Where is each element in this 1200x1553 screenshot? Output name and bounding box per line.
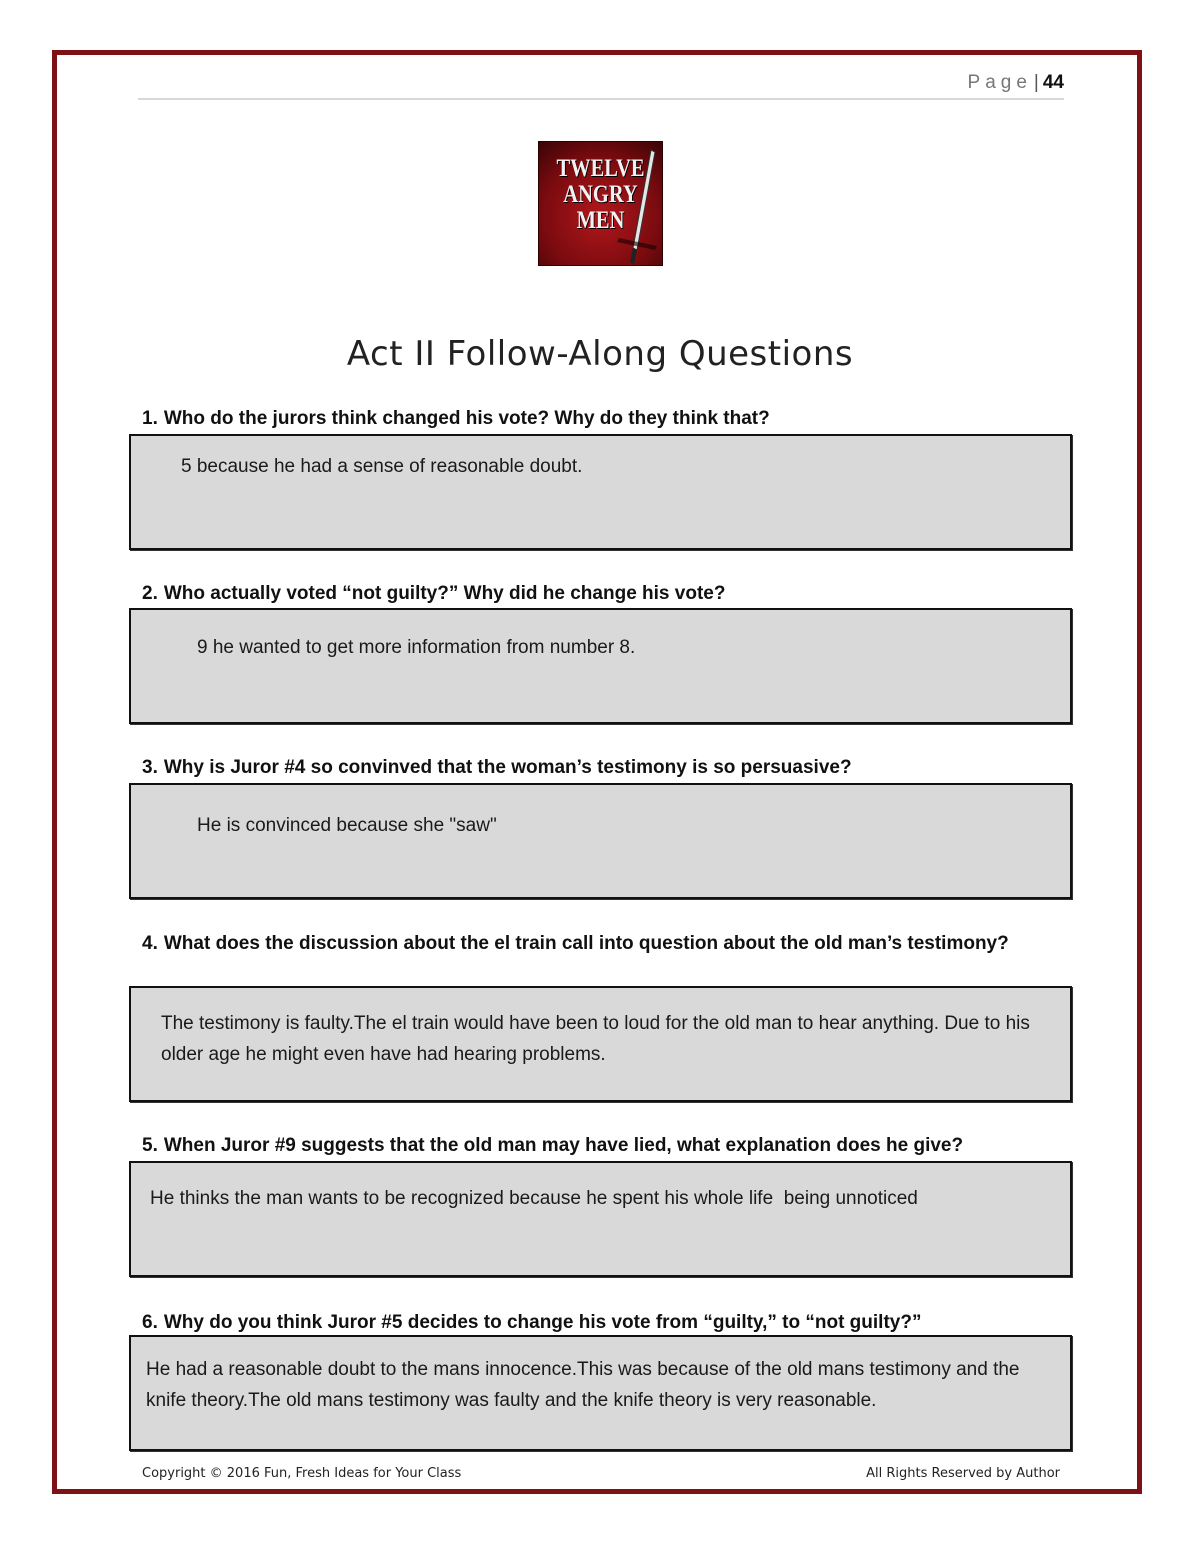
answer-box-2[interactable]: [129, 608, 1072, 724]
answer-box-6[interactable]: [129, 1335, 1072, 1451]
question-number: 4.: [142, 933, 158, 954]
question-5: [142, 1132, 1042, 1159]
logo-line-1: TWELVE: [556, 155, 645, 182]
question-text: Who do the jurors think changed his vote? Why do they think that?: [163, 408, 770, 429]
question-text: Why do you think Juror #5 decides to change his vote from “guilty,” to “not guilty?”: [163, 1312, 922, 1333]
question-number: 6.: [142, 1312, 158, 1333]
twelve-angry-men-logo: [538, 141, 663, 266]
header-divider: [138, 98, 1064, 100]
answer-text-4: The testimony is faulty.The el train would have been to loud for the old man to hear anything. Due to his older age he might even have had hearing problems.: [161, 1013, 1036, 1065]
question-6: [142, 1309, 1042, 1336]
page-number: 44: [1042, 72, 1064, 93]
question-1: [142, 405, 1042, 432]
answer-text-2: 9 he wanted to get more information from number 8.: [197, 637, 636, 658]
question-text: Why is Juror #4 so convinved that the woman’s testimony is so persuasive?: [163, 757, 852, 778]
footer-copyright: Copyright © 2016 Fun, Fresh Ideas for Your Class: [142, 1466, 462, 1481]
logo-line-3: MEN: [576, 207, 625, 234]
page-separator: |: [1033, 72, 1039, 93]
answer-box-5[interactable]: [129, 1161, 1072, 1277]
page-title: Act II Follow-Along Questions: [346, 334, 854, 374]
question-text: Who actually voted “not guilty?” Why did he change his vote?: [163, 583, 726, 604]
answer-text-1: 5 because he had a sense of reasonable doubt.: [181, 456, 583, 477]
answer-box-4[interactable]: [129, 986, 1072, 1102]
question-3: [142, 754, 1042, 781]
question-4: [142, 930, 1042, 957]
question-text: When Juror #9 suggests that the old man may have lied, what explanation does he give?: [163, 1135, 964, 1156]
question-number: 2.: [142, 583, 158, 604]
question-text: What does the discussion about the el train call into question about the old man’s testimony?: [163, 933, 1009, 954]
answer-box-3[interactable]: [129, 783, 1072, 899]
page-number-label: [968, 72, 1064, 94]
question-number: 3.: [142, 757, 158, 778]
footer-rights: All Rights Reserved by Author: [866, 1466, 1060, 1481]
question-number: 1.: [142, 408, 158, 429]
answer-text-6: He had a reasonable doubt to the mans innocence.This was because of the old mans testimony and the knife theory.The old mans testimony was faulty and the knife theory is very reasonable.: [146, 1359, 1025, 1411]
answer-text-3: He is convinced because she "saw": [197, 815, 497, 836]
answer-box-1[interactable]: [129, 434, 1072, 550]
question-2: [142, 580, 1042, 607]
question-number: 5.: [142, 1135, 158, 1156]
logo-line-2: ANGRY: [563, 181, 638, 208]
page-word: Page: [967, 72, 1032, 93]
answer-text-5: He thinks the man wants to be recognized because he spent his whole life being unnoticed: [150, 1188, 918, 1209]
